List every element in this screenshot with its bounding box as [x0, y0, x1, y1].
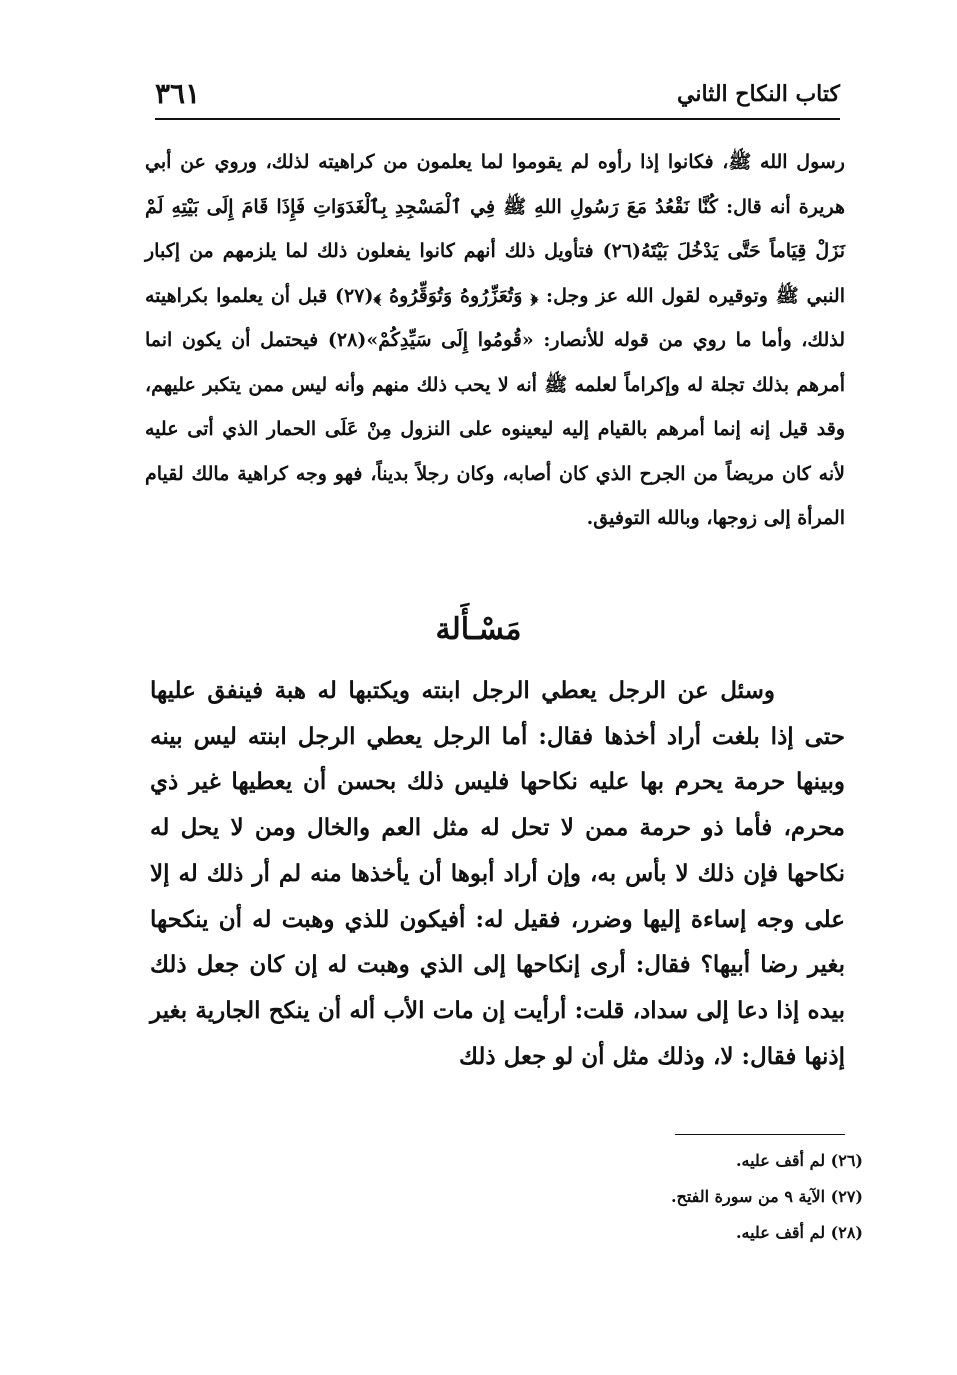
body-paragraph-2	[150, 668, 845, 1079]
header-rule	[155, 118, 840, 120]
paragraph-text: رسول الله ﷺ، فكانوا إذا رأوه لم يقوموا لما يعلمون من كراهيته لذلك، وروي عن أبي هريرة أنه قال: كُنَّا نَقْعُدُ مَعَ رَسُولِ اللهِ ﷺ فِي ٱلْمَسْجِدِ بِٱلْغَدَوَاتِ فَإِذَا قَامَ إِلَى بَيْتِهِ لَمْ نَزَلْ قِيَاماً حَتَّى يَدْخُلَ بَيْتَهُ(٢٦) فتأويل ذلك أنهم كانوا يفعلون ذلك لما يلزمهم من إكبار النبي ﷺ وتوقيره لقول الله عز وجل: ﴿ وَتُعَزِّرُوهُ وَتُوَقِّرُوهُ ﴾(٢٧) قبل أن يعلموا بكراهيته لذلك، وأما ما روي من قوله للأنصار: «قُومُوا إِلَى سَيِّدِكُمْ»(٢٨) فيحتمل أن يكون انما أمرهم بذلك تجلة له وإكراماً لعلمه ﷺ أنه لا يحب ذلك منهم وأنه ليس ممن يتكبر عليهم، وقد قيل إنه إنما أمرهم بالقيام إليه ليعينوه على النزول مِنْ عَلَى الحمار الذي أتى عليه لأنه كان مريضاً من الجرح الذي كان أصابه، وكان رجلاً بديناً، فهو وجه كراهية مالك لقيام المرأة إلى زوجها، وبالله التوفيق.	[145, 151, 845, 529]
footnotes	[450, 1143, 863, 1251]
footnote-rule	[675, 1134, 845, 1135]
footnote-28: (٢٨) لم أقف عليه.	[735, 1223, 863, 1242]
page-header	[155, 75, 840, 120]
footnote-27: (٢٧) الآية ٩ من سورة الفتح.	[670, 1187, 863, 1206]
page-number: ٣٦١	[155, 77, 201, 110]
running-title: كتاب النكاح الثاني	[677, 81, 840, 107]
paragraph-text: وسئل عن الرجل يعطي الرجل ابنته ويكتبها له هبة فينفق عليها حتى إذا بلغت أراد أخذها فقال: أما الرجل يعطي الرجل ابنته ليس بينه وبينها حرمة يحرم بها عليه نكاحها فليس ذلك بحسن أن يعطيها غير ذي محرم، فأما ذو حرمة ممن لا تحل له مثل العم والخال ومن لا يحل له نكاحها فإن ذلك لا بأس به، وإن أراد أبوها أن يأخذها منه لم أر ذلك له إلا على وجه إساءة إليها وضرر، فقيل له: أفيكون للذي وهبت له أن ينكحها بغير رضا أبيها؟ فقال: أرى إنكاحها إلى الذي وهبت له إن كان جعل ذلك بيده إذا دعا إلى سداد، قلت: أرأيت إن مات الأب أله أن ينكح الجارية بغير إذنها فقال: لا، وذلك مثل أن لو جعل ذلك	[150, 677, 845, 1070]
body-paragraph-1	[145, 140, 845, 541]
section-heading: مَسْـأَلة	[435, 612, 522, 647]
footnote-26: (٢٦) لم أقف عليه.	[735, 1151, 863, 1170]
